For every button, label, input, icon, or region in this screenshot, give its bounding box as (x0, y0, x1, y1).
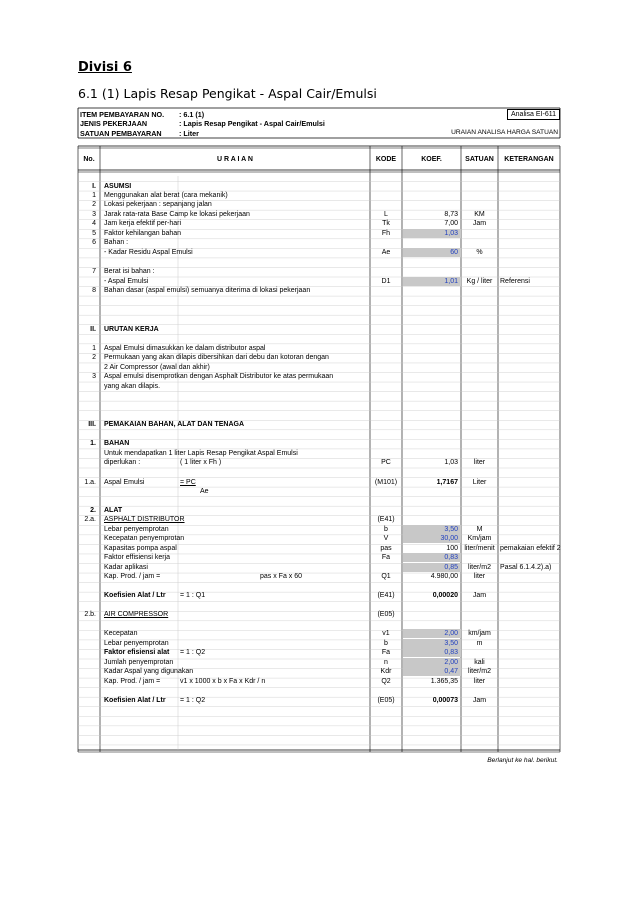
row-koef: 0,00020 (432, 592, 458, 599)
col-header-kode: KODE (375, 156, 397, 163)
row-description: Aspal emulsi disemprotkan dengan Asphalt Distributor ke atas permukaan (104, 373, 334, 380)
row-number: 1.a. (84, 479, 96, 486)
row-number: 6 (92, 239, 96, 246)
row-number: 1. (90, 440, 96, 447)
row-description: Lokasi pekerjaan : sepanjang jalan (104, 201, 212, 208)
row-koef: 100 (446, 545, 458, 552)
row-satuan: Km/jam (467, 535, 492, 542)
row-description: Aspal Emulsi dimasukkan ke dalam distributor aspal (104, 345, 266, 352)
row-koef: 7,00 (444, 220, 458, 227)
col-header-koef: KOEF. (421, 156, 442, 163)
row-koef: 1,03 (444, 230, 458, 237)
row-satuan: M (476, 526, 483, 533)
row-description: Bahan : (104, 239, 129, 246)
row-koef: 4.980,00 (430, 573, 458, 580)
row-description: ALAT (104, 507, 123, 514)
row-formula-denominator: Ae (200, 488, 209, 495)
row-satuan: KM (474, 211, 485, 218)
row-description: Koefisien Alat / Ltr (104, 697, 166, 704)
row-description: - Aspal Emulsi (104, 278, 149, 285)
row-description: Jam kerja efektif per-hari (104, 220, 182, 227)
row-kode: (E41) (377, 516, 395, 523)
row-number: 2 (92, 201, 96, 208)
row-koef: 60 (450, 249, 458, 256)
row-satuan: liter/menit (464, 545, 495, 552)
row-satuan: m (476, 640, 483, 647)
row-number: 5 (92, 230, 96, 237)
footer-note: Berlanjut ke hal. berikut. (487, 757, 558, 764)
row-description: BAHAN (104, 440, 130, 447)
row-description: Permukaan yang akan dilapis dibersihkan dari debu dan kotoran dengan (104, 354, 329, 361)
row-description: Faktor effisiensi kerja (104, 554, 171, 561)
row-satuan: km/jam (468, 630, 491, 637)
row-number: 2. (90, 507, 96, 514)
row-number: 1 (92, 345, 96, 352)
row-koef: 3,50 (444, 526, 458, 533)
row-description: Faktor efisiensi alat (104, 649, 170, 656)
row-kode: L (384, 211, 388, 218)
row-kode: (E05) (377, 611, 395, 618)
jenis-label: JENIS PEKERJAAN (80, 119, 148, 128)
row-description: Jumlah penyemprotan (104, 659, 174, 666)
row-kode: b (384, 526, 388, 533)
row-number: 2 (92, 354, 96, 361)
row-kode: D1 (381, 278, 391, 285)
row-koef: 0,85 (444, 564, 458, 571)
row-kode: v1 (382, 630, 390, 637)
analisa-code: Analisa EI-611 (507, 109, 560, 120)
col-header-keterangan: KETERANGAN (504, 156, 554, 163)
row-kode: pas (380, 545, 392, 552)
row-description: Jarak rata-rata Base Camp ke lokasi pekerjaan (104, 211, 250, 218)
item-label: ITEM PEMBAYARAN NO. (80, 110, 165, 119)
row-formula: pas x Fa x 60 (260, 573, 303, 580)
row-satuan: Jam (472, 697, 487, 704)
row-description: Kecepatan penyemprotan (104, 535, 185, 542)
row-number: III. (88, 421, 96, 428)
row-number: 2.b. (84, 611, 96, 618)
row-kode: Q2 (381, 678, 391, 685)
row-number: 1 (92, 192, 96, 199)
uraian-analisa-label: URAIAN ANALISA HARGA SATUAN (451, 129, 558, 136)
row-description: Kadar Aspal yang digunakan (104, 668, 194, 675)
row-description: 2 Air Compressor (awal dan akhir) (104, 364, 210, 371)
row-description: Menggunakan alat berat (cara mekanik) (104, 192, 228, 199)
row-kode: (E41) (377, 592, 395, 599)
row-description: Untuk mendapatkan 1 liter Lapis Resap Pengikat Aspal Emulsi (104, 450, 298, 457)
row-satuan: Jam (472, 592, 487, 599)
row-description: - Kadar Residu Aspal Emulsi (104, 249, 193, 256)
row-keterangan: Pasal 6.1.4.2).a) (500, 564, 552, 571)
row-formula: = PC (180, 479, 196, 486)
row-description: ASPHALT DISTRIBUTOR (104, 516, 185, 523)
row-description: ASUMSI (104, 183, 132, 190)
row-description: Kadar aplikasi (104, 564, 148, 571)
row-satuan: % (476, 249, 483, 256)
row-kode: b (384, 640, 388, 647)
row-description: yang akan dilapis. (104, 383, 161, 390)
row-satuan: Liter (472, 479, 487, 486)
row-koef: 2,00 (444, 659, 458, 666)
row-description: Lebar penyemprotan (104, 526, 169, 533)
row-satuan: liter/m2 (468, 564, 491, 571)
row-kode: (M101) (374, 479, 398, 486)
row-kode: n (384, 659, 388, 666)
row-description: Kap. Prod. / jam = (104, 678, 161, 685)
row-kode: Fa (381, 649, 391, 656)
col-header-satuan: SATUAN (465, 156, 494, 163)
row-number: 7 (92, 268, 96, 275)
row-satuan: liter (473, 459, 486, 466)
row-kode: V (383, 535, 389, 542)
row-formula: = 1 : Q1 (180, 592, 206, 599)
row-kode: Ae (381, 249, 391, 256)
row-satuan: Jam (472, 220, 487, 227)
col-header-no: No. (83, 156, 95, 163)
row-description: Bahan dasar (aspal emulsi) semuanya diterima di lokasi pekerjaan (104, 287, 311, 294)
row-description: Kapasitas pompa aspal (104, 545, 177, 552)
row-formula: ( 1 liter x Fh ) (180, 459, 222, 466)
row-kode: (E05) (377, 697, 395, 704)
row-koef: 0,83 (444, 554, 458, 561)
row-kode: Tk (382, 220, 390, 227)
row-koef: 0,00073 (432, 697, 458, 704)
row-formula: = 1 : Q2 (180, 697, 206, 704)
row-kode: PC (381, 459, 391, 466)
row-description: AIR COMPRESSOR (104, 611, 169, 618)
col-header-uraian: U R A I A N (217, 156, 253, 163)
row-koef: 1,01 (444, 278, 458, 285)
row-koef: 8,73 (444, 211, 458, 218)
item-value: : 6.1 (1) (179, 110, 205, 119)
row-number: 3 (92, 373, 96, 380)
row-keterangan: Referensi (500, 278, 530, 285)
row-koef: 30,00 (440, 535, 458, 542)
row-number: 4 (92, 220, 96, 227)
row-description: Kecepatan (104, 630, 138, 637)
row-satuan: liter (473, 573, 486, 580)
row-formula: = 1 : Q2 (180, 649, 206, 656)
row-kode: Fh (381, 230, 391, 237)
row-satuan: kali (474, 659, 485, 666)
row-kode: Kdr (380, 668, 392, 675)
row-koef: 0,83 (444, 649, 458, 656)
row-keterangan: pemakaian efektif 2 (500, 545, 561, 552)
division-title: Divisi 6 (78, 60, 132, 75)
row-description: diperlukan : (104, 459, 141, 466)
row-number: 3 (92, 211, 96, 218)
row-koef: 3,50 (444, 640, 458, 647)
row-kode: Fa (381, 554, 391, 561)
row-description: Lebar penyemprotan (104, 640, 169, 647)
row-formula: v1 x 1000 x b x Fa x Kdr / n (180, 678, 266, 685)
row-description: Koefisien Alat / Ltr (104, 592, 166, 599)
row-number: I. (92, 183, 96, 190)
row-satuan: Kg / liter (466, 278, 493, 285)
row-number: 2.a. (84, 516, 96, 523)
row-satuan: liter/m2 (468, 668, 491, 675)
row-number: 8 (92, 287, 96, 294)
row-koef: 2,00 (444, 630, 458, 637)
jenis-value: : Lapis Resap Pengikat - Aspal Cair/Emulsi (179, 119, 325, 128)
row-description: Kap. Prod. / jam = (104, 573, 161, 580)
row-description: URUTAN KERJA (104, 326, 159, 333)
section-subtitle: 6.1 (1) Lapis Resap Pengikat - Aspal Cair/Emulsi (78, 86, 377, 101)
row-description: Berat isi bahan : (104, 268, 155, 275)
row-satuan: liter (473, 678, 486, 685)
row-koef: 1,03 (444, 459, 458, 466)
satuan-label: SATUAN PEMBAYARAN (80, 129, 162, 138)
row-koef: 0,47 (444, 668, 458, 675)
row-description: PEMAKAIAN BAHAN, ALAT DAN TENAGA (104, 421, 244, 428)
row-koef: 1.365,35 (430, 678, 458, 685)
row-number: II. (90, 326, 96, 333)
row-description: Faktor kehilangan bahan (104, 230, 182, 237)
satuan-value: : Liter (179, 129, 199, 138)
row-kode: Q1 (381, 573, 391, 580)
row-koef: 1,7167 (436, 479, 458, 486)
row-description: Aspal Emulsi (104, 479, 145, 486)
